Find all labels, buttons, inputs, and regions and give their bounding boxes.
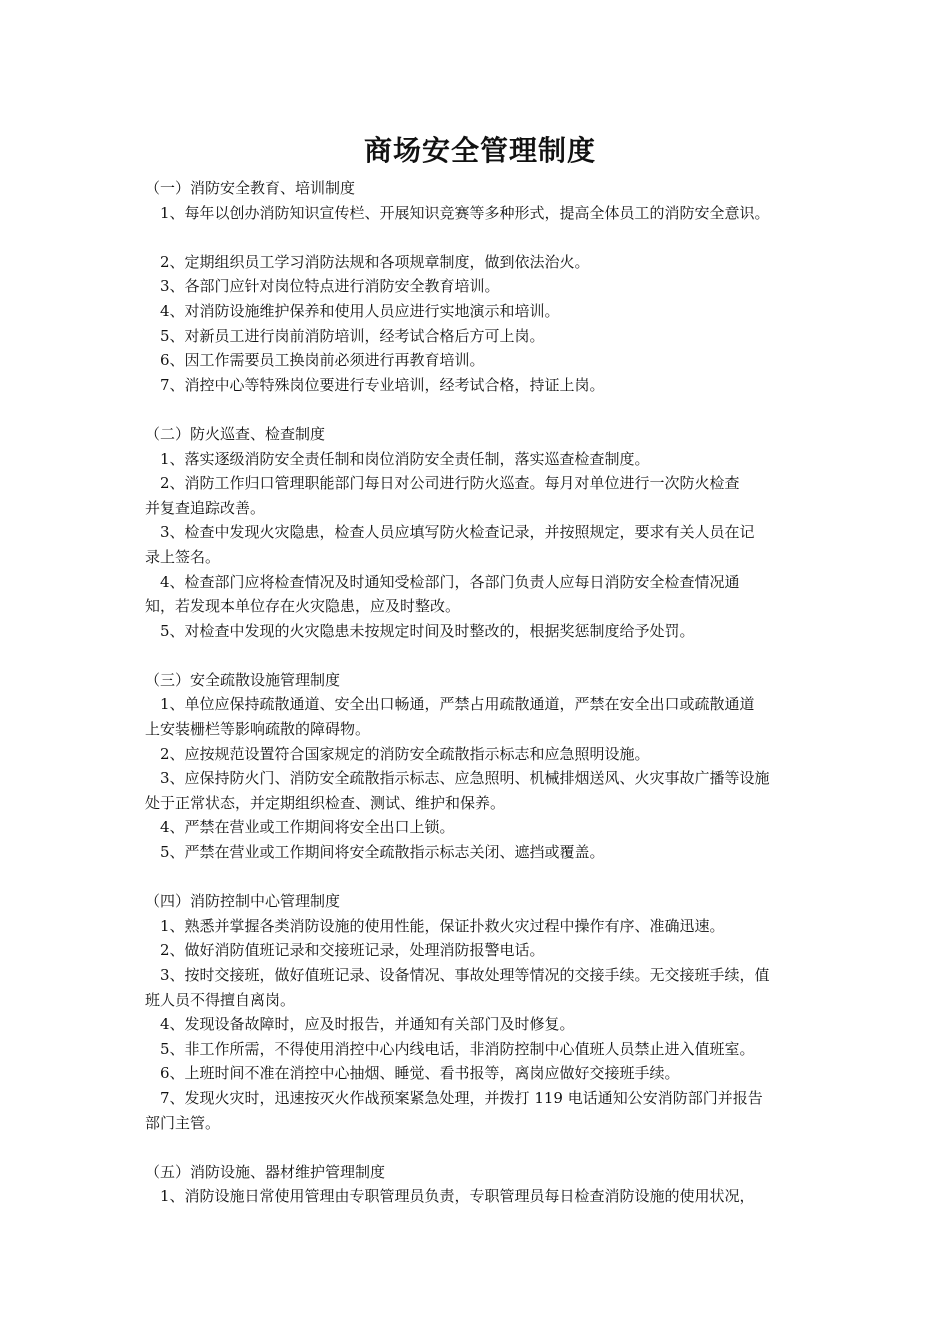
paragraph-continuation: 部门主管。 bbox=[145, 1113, 221, 1132]
section-heading: （一）消防安全教育、培训制度 bbox=[145, 179, 356, 197]
paragraph-line: 7、发现火灾时，迅速按灭火作战预案紧急处理，并拨打 119 电话通知公安消防部门并报告 bbox=[160, 1088, 763, 1107]
section-1 bbox=[145, 176, 815, 397]
paragraph-line: 1、单位应保持疏散通道、安全出口畅通，严禁占用疏散通道，严禁在安全出口或疏散通道 bbox=[160, 695, 755, 714]
paragraph-line: 2、做好消防值班记录和交接班记录，处理消防报警电话。 bbox=[160, 941, 545, 960]
paragraph-line: 5、对新员工进行岗前消防培训，经考试合格后方可上岗。 bbox=[160, 326, 545, 345]
section-2 bbox=[145, 422, 815, 643]
section-4 bbox=[145, 889, 815, 1135]
paragraph-line: 1、落实逐级消防安全责任制和岗位消防安全责任制，落实巡查检查制度。 bbox=[160, 449, 650, 468]
section-heading: （五）消防设施、器材维护管理制度 bbox=[145, 1162, 386, 1181]
paragraph-line: 1、每年以创办消防知识宣传栏、开展知识竞赛等多种形式，提高全体员工的消防安全意识。 bbox=[160, 203, 770, 222]
section-heading: （三）安全疏散设施管理制度 bbox=[145, 670, 341, 689]
section-heading: （四）消防控制中心管理制度 bbox=[145, 892, 341, 911]
paragraph-line: 2、消防工作归口管理职能部门每日对公司进行防火巡查。每月对单位进行一次防火检查 bbox=[160, 474, 740, 493]
paragraph-line: 2、应按规范设置符合国家规定的消防安全疏散指示标志和应急照明设施。 bbox=[160, 744, 650, 763]
paragraph-line: 4、检查部门应将检查情况及时通知受检部门，各部门负责人应每日消防安全检查情况通 bbox=[160, 572, 740, 591]
section-gap bbox=[145, 865, 815, 890]
paragraph-line: 1、熟悉并掌握各类消防设施的使用性能，保证扑救火灾过程中操作有序、准确迅速。 bbox=[160, 916, 725, 935]
paragraph-line: 3、应保持防火门、消防安全疏散指示标志、应急照明、机械排烟送风、火灾事故广播等设施 bbox=[160, 769, 770, 788]
paragraph-line: 5、对检查中发现的火灾隐患未按规定时间及时整改的，根据奖惩制度给予处罚。 bbox=[160, 621, 695, 640]
paragraph-line: 4、对消防设施维护保养和使用人员应进行实地演示和培训。 bbox=[160, 301, 560, 320]
section-gap bbox=[145, 1135, 815, 1160]
paragraph-line: 2、定期组织员工学习消防法规和各项规章制度，做到依法治火。 bbox=[160, 252, 590, 271]
paragraph-continuation: 知，若发现本单位存在火灾隐患，应及时整改。 bbox=[145, 597, 461, 616]
paragraph-continuation: 处于正常状态，并定期组织检查、测试、维护和保养。 bbox=[145, 793, 506, 812]
paragraph-line: 1、消防设施日常使用管理由专职管理员负责，专职管理员每日检查消防设施的使用状况， bbox=[160, 1187, 755, 1206]
section-gap bbox=[145, 397, 815, 422]
paragraph-continuation: 班人员不得擅自离岗。 bbox=[145, 990, 296, 1009]
paragraph-line: 6、因工作需要员工换岗前必须进行再教育培训。 bbox=[160, 351, 485, 370]
section-5 bbox=[145, 1160, 815, 1209]
paragraph-continuation: 录上签名。 bbox=[145, 547, 221, 566]
paragraph-continuation: 上安装栅栏等影响疏散的障碍物。 bbox=[145, 720, 371, 739]
paragraph-continuation: 并复查追踪改善。 bbox=[145, 498, 266, 517]
section-heading: （二）防火巡查、检查制度 bbox=[145, 424, 326, 443]
document-title: 商场安全管理制度 bbox=[363, 134, 596, 167]
paragraph-line: 3、按时交接班，做好值班记录、设备情况、事故处理等情况的交接手续。无交接班手续，值 bbox=[160, 966, 770, 984]
paragraph-line: 3、检查中发现火灾隐患，检查人员应填写防火检查记录，并按照规定，要求有关人员在记 bbox=[160, 523, 755, 542]
document-page bbox=[145, 128, 815, 1209]
paragraph-line: 3、各部门应针对岗位特点进行消防安全教育培训。 bbox=[160, 277, 500, 296]
paragraph-line: 5、非工作所需，不得使用消控中心内线电话，非消防控制中心值班人员禁止进入值班室。 bbox=[160, 1039, 755, 1058]
paragraph-line: 4、发现设备故障时，应及时报告，并通知有关部门及时修复。 bbox=[160, 1015, 575, 1034]
paragraph-line: 5、严禁在营业或工作期间将安全疏散指示标志关闭、遮挡或覆盖。 bbox=[160, 843, 605, 862]
paragraph-line: 7、消控中心等特殊岗位要进行专业培训，经考试合格，持证上岗。 bbox=[160, 375, 605, 394]
blank-line bbox=[145, 225, 815, 250]
paragraph-line: 6、上班时间不准在消控中心抽烟、睡觉、看书报等，离岗应做好交接班手续。 bbox=[160, 1064, 680, 1083]
paragraph-line: 4、严禁在营业或工作期间将安全出口上锁。 bbox=[160, 818, 455, 837]
section-3 bbox=[145, 668, 815, 865]
section-gap bbox=[145, 643, 815, 668]
